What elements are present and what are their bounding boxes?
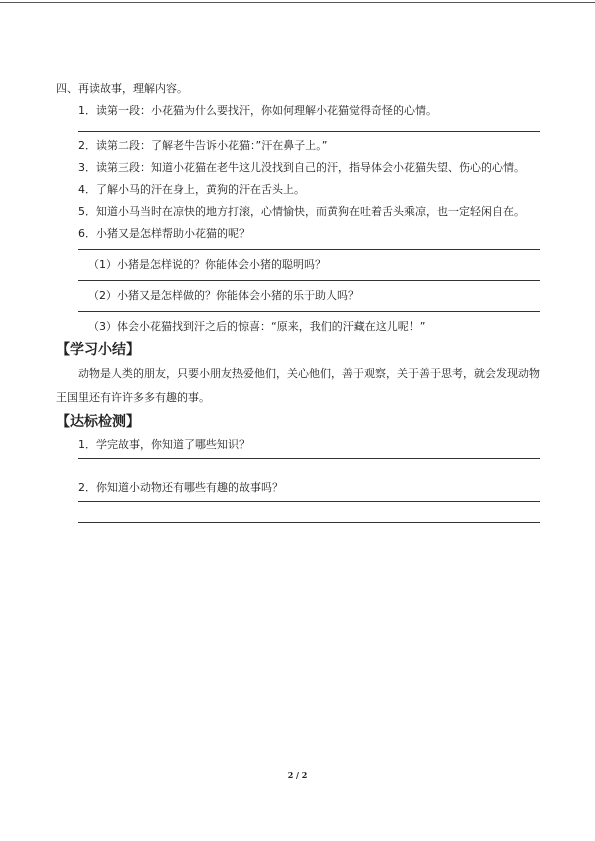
page-number: 2 / 2 (287, 770, 308, 780)
question-6: 6．小猪又是怎样帮助小花猫的呢？ (78, 227, 250, 240)
section-title: 四、再读故事，理解内容。 (56, 82, 188, 95)
question-2: 2．读第二段：了解老牛告诉小花猫：”汗在鼻子上。” (78, 139, 328, 152)
question-6-3: （3）体会小花猫找到汗之后的惊喜：“原来，我们的汗藏在这儿呢！” (88, 320, 426, 333)
question-6-2: （2）小猪又是怎样做的？你能体会小猪的乐于助人吗？ (88, 289, 359, 302)
test-heading: 【达标检测】 (56, 414, 140, 430)
answer-line-q1[interactable] (78, 122, 540, 132)
question-4: 4．了解小马的汗在身上，黄狗的汗在舌头上。 (78, 183, 305, 196)
summary-heading: 【学习小结】 (56, 342, 140, 358)
question-1: 1．读第一段：小花猫为什么要找汗，你如何理解小花猫觉得奇怪的心情。 (78, 104, 437, 117)
question-3: 3．读第三段：知道小花猫在老牛这儿没找到自己的汗，指导体会小花猫失望、伤心的心情。 (78, 161, 525, 174)
answer-line-q6-1[interactable] (78, 276, 540, 281)
answer-line-test-1[interactable] (78, 456, 540, 459)
summary-text: 动物是人类的朋友，只要小朋友热爱他们，关心他们，善于观察，关于善于思考，就会发现动物王国里还有许许多多有趣的事。 (56, 367, 540, 404)
test-question-1: 1．学完故事，你知道了哪些知识？ (78, 438, 250, 451)
test-question-2: 2．你知道小动物还有哪些有趣的故事吗？ (78, 481, 283, 494)
page-top-rule (0, 2, 595, 3)
question-6-1: （1）小猪是怎样说的？你能体会小猪的聪明吗？ (88, 258, 326, 271)
question-5: 5．知道小马当时在凉快的地方打滚，心情愉快，而黄狗在吐着舌头乘凉，也一定轻闲自在。 (78, 205, 525, 218)
answer-line-q6[interactable] (78, 245, 540, 250)
answer-line-test-2a[interactable] (78, 499, 540, 502)
answer-line-q6-2[interactable] (78, 307, 540, 312)
answer-line-test-2b[interactable] (78, 520, 540, 523)
worksheet-content (56, 78, 540, 541)
